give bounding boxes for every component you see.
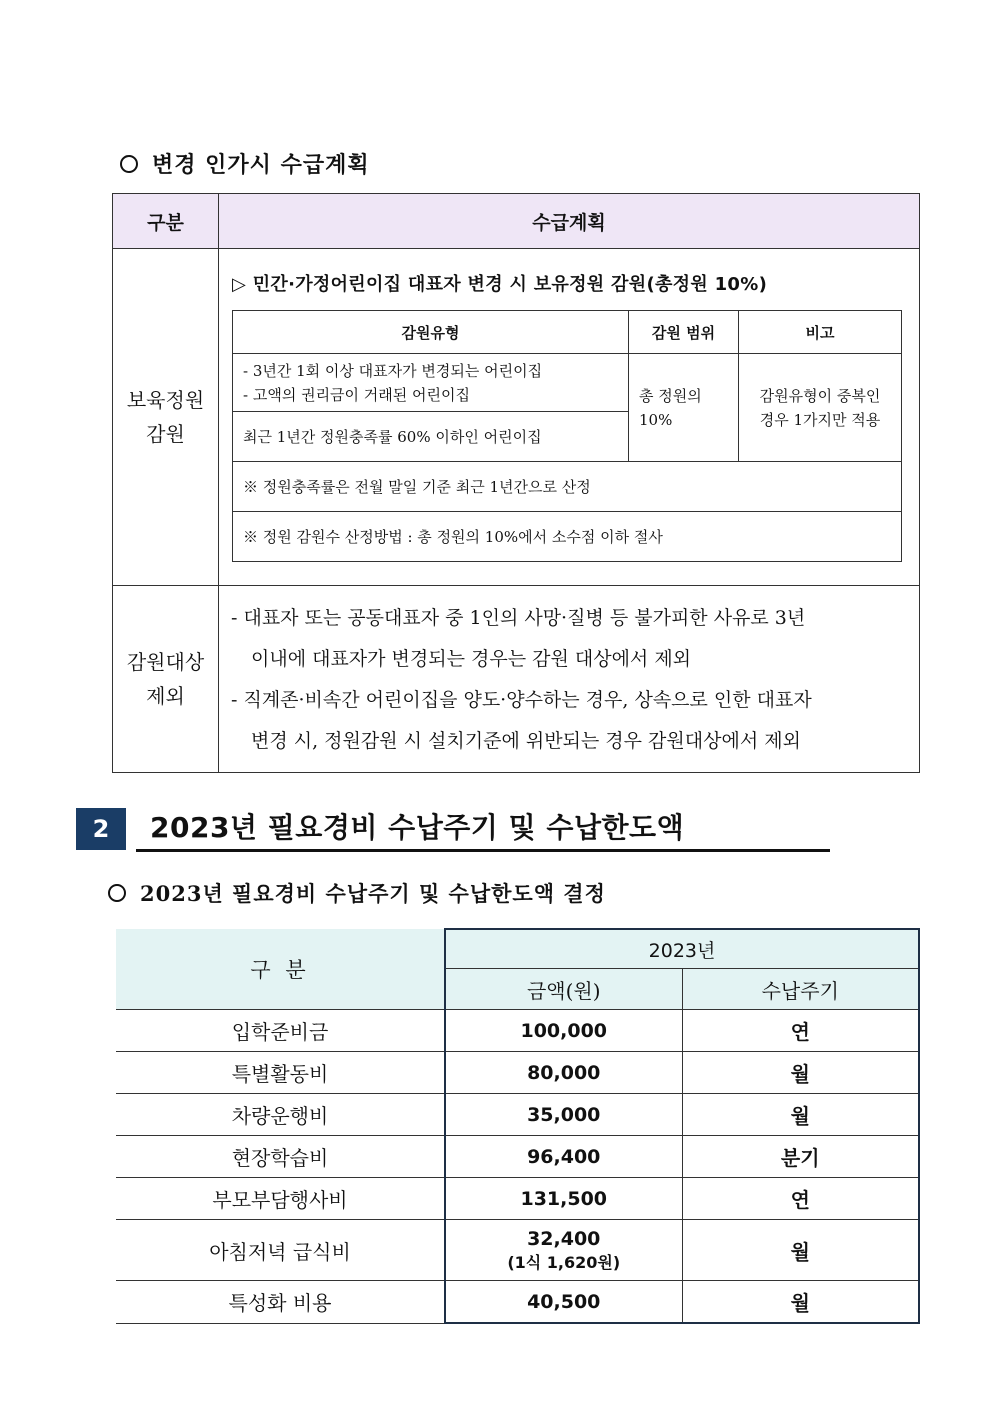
header-cycle: 수납주기 <box>682 969 919 1010</box>
row-label-line: 보육정원 <box>126 388 205 412</box>
range-line: 10% <box>639 410 673 429</box>
row-label-line: 감원대상 <box>126 650 205 674</box>
fee-item: 차량운행비 <box>116 1094 445 1136</box>
type-a-line: - 3년간 1회 이상 대표자가 변경되는 어린이집 <box>243 361 543 380</box>
inner-header-type: 감원유형 <box>233 311 629 354</box>
exclusion-cell <box>219 586 920 773</box>
fee-cycle: 월 <box>682 1281 919 1324</box>
fee-cycle: 연 <box>682 1010 919 1052</box>
circle-bullet-icon <box>108 884 126 902</box>
inner-header-range: 감원 범위 <box>629 311 739 354</box>
fee-amount: 80,000 <box>445 1052 682 1094</box>
exclusion-item: - 직계존·비속간 어린이집을 양도·양수하는 경우, 상속으로 인한 대표자 <box>231 689 812 711</box>
header-category: 구 분 <box>116 929 445 1010</box>
supply-plan-table <box>112 193 920 773</box>
reduction-title: ▷ 민간·가정어린이집 대표자 변경 시 보유정원 감원(총정원 10%) <box>232 274 768 295</box>
circle-bullet-icon <box>120 155 138 173</box>
type-a-cell <box>233 354 629 412</box>
reduction-type-table <box>232 310 902 562</box>
fee-item: 입학준비금 <box>116 1010 445 1052</box>
exclusion-item: - 대표자 또는 공동대표자 중 1인의 사망·질병 등 불가피한 사유로 3년 <box>231 607 806 629</box>
header-category: 구분 <box>113 194 219 249</box>
exclusion-item: 변경 시, 정원감원 시 설치기준에 위반되는 경우 감원대상에서 제외 <box>251 730 801 752</box>
note1-cell: ※ 정원충족률은 전월 말일 기준 최근 1년간으로 산정 <box>233 462 902 512</box>
fee-cycle: 분기 <box>682 1136 919 1178</box>
section-number-badge: 2 <box>76 808 126 850</box>
note-line: 감원유형이 중복인 <box>759 386 881 405</box>
fee-amount-sub: (1식 1,620원) <box>507 1253 621 1272</box>
section1-heading-text: 변경 인가시 수급계획 <box>152 152 370 178</box>
fee-amount: 100,000 <box>445 1010 682 1052</box>
fee-item: 부모부담행사비 <box>116 1178 445 1220</box>
fee-amount: 32,400 <box>527 1228 601 1250</box>
type-a-line: - 고액의 권리금이 거래된 어린이집 <box>243 385 471 404</box>
type-b-cell: 최근 1년간 정원충족률 60% 이하인 어린이집 <box>233 412 629 462</box>
fee-cycle: 월 <box>682 1094 919 1136</box>
range-line: 총 정원의 <box>639 386 702 405</box>
inner-header-note: 비고 <box>739 311 902 354</box>
fee-item: 현장학습비 <box>116 1136 445 1178</box>
section2-title: 2023년 필요경비 수납주기 및 수납한도액 <box>150 811 685 844</box>
fee-amount: 131,500 <box>445 1178 682 1220</box>
row-label-line: 제외 <box>146 684 185 708</box>
section2-subheading-text: 2023년 필요경비 수납주기 및 수납한도액 결정 <box>140 881 606 906</box>
note-cell <box>739 354 902 462</box>
section2-underline <box>136 849 830 852</box>
fee-cycle: 연 <box>682 1178 919 1220</box>
fee-amount: 35,000 <box>445 1094 682 1136</box>
exclusion-item: 이내에 대표자가 변경되는 경우는 감원 대상에서 제외 <box>251 648 692 670</box>
header-supply-plan: 수급계획 <box>219 194 920 249</box>
range-cell <box>629 354 739 462</box>
row-label-reduction <box>113 249 219 586</box>
fee-item: 특별활동비 <box>116 1052 445 1094</box>
note-line: 경우 1가지만 적용 <box>759 410 881 429</box>
section2-subheading <box>108 878 606 908</box>
fee-cycle: 월 <box>682 1220 919 1281</box>
header-amount: 금액(원) <box>445 969 682 1010</box>
header-year: 2023년 <box>445 929 919 969</box>
fee-item: 아침저녁 급식비 <box>116 1220 445 1281</box>
row-label-line: 감원 <box>146 422 185 446</box>
fee-cycle: 월 <box>682 1052 919 1094</box>
fee-table <box>116 928 920 1324</box>
fee-amount: 40,500 <box>445 1281 682 1324</box>
fee-amount: 96,400 <box>445 1136 682 1178</box>
fee-amount-cell <box>445 1220 682 1281</box>
reduction-cell <box>219 249 920 586</box>
section1-heading <box>120 148 370 179</box>
note2-cell: ※ 정원 감원수 산정방법 : 총 정원의 10%에서 소수점 이하 절사 <box>233 512 902 562</box>
row-label-exclusion <box>113 586 219 773</box>
fee-item: 특성화 비용 <box>116 1281 445 1324</box>
